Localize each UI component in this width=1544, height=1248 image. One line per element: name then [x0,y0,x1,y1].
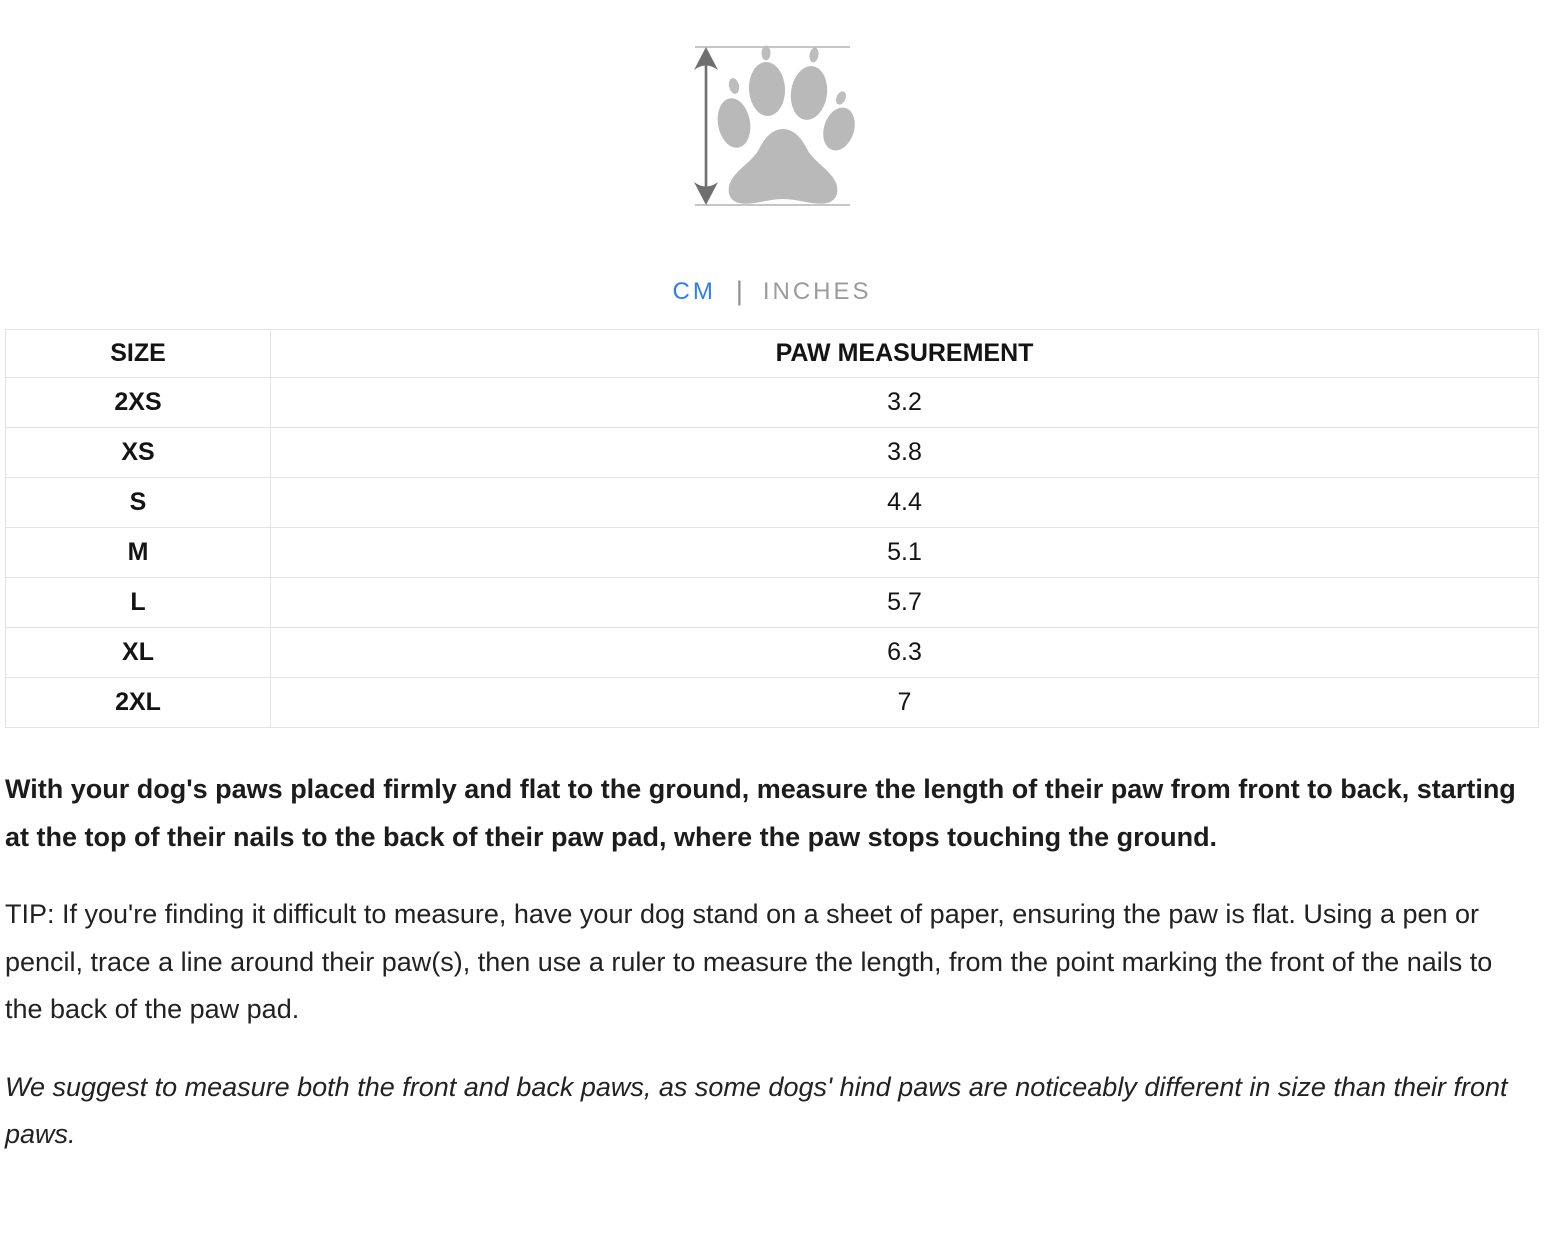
size-row [6,578,1539,628]
size-label: XS [6,428,271,478]
size-row [6,528,1539,578]
size-row [6,478,1539,528]
size-label: 2XS [6,378,271,428]
size-label: XL [6,628,271,678]
paw-measurement-value: 5.7 [271,578,1539,628]
column-header-paw-measurement: PAW MEASUREMENT [271,330,1539,378]
table-header-row [6,330,1539,378]
size-label: S [6,478,271,528]
size-row [6,428,1539,478]
unit-separator: | [735,276,743,306]
paw-measurement-value: 6.3 [271,628,1539,678]
unit-cm-link[interactable]: CM [672,277,716,305]
paw-measurement-value: 3.8 [271,428,1539,478]
unit-inches-link[interactable]: INCHES [762,277,872,305]
size-row [6,678,1539,728]
unit-toggle [5,276,1539,307]
size-label: L [6,578,271,628]
size-row [6,628,1539,678]
size-label: M [6,528,271,578]
paw-size-guide [0,42,1544,1159]
measure-instructions-text: With your dog's paws placed firmly and flat to the ground, measure the length of their paw from front to back, starting at the top of their nails to the back of their paw pad, where the paw stops touching the ground. [5,774,1516,852]
size-label: 2XL [6,678,271,728]
paw-measurement-value: 4.4 [271,478,1539,528]
column-header-size: SIZE [6,330,271,378]
paw-measurement-value: 7 [271,678,1539,728]
size-chart-table [5,329,1539,728]
size-row [6,378,1539,428]
tip-text: TIP: If you're finding it difficult to measure, have your dog stand on a sheet of paper, ensuring the paw is flat. Using a pen or pencil, trace a line around their paw(s), then use a ruler to measure the length, from the point marking the front of the nails to the back of the paw pad. [5,899,1493,1025]
paw-measurement-svg [687,42,857,210]
paw-measurement-value: 5.1 [271,528,1539,578]
paw-measurement-icon [687,42,857,210]
note-text: We suggest to measure both the front and back paws, as some dogs' hind paws are noticeably different in size than their front paws. [5,1071,1508,1150]
paw-measurement-value: 3.2 [271,378,1539,428]
